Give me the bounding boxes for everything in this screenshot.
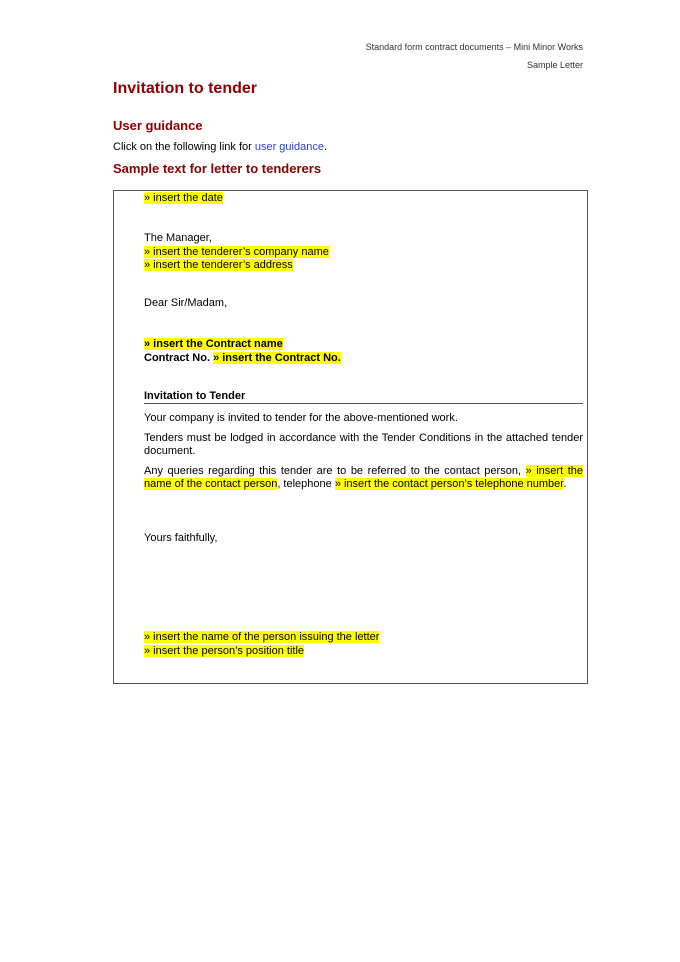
letter-closing: Yours faithfully, (144, 532, 218, 544)
letter-signature (144, 631, 379, 658)
queries-period: . (563, 478, 567, 490)
contract-no-placeholder[interactable]: » insert the Contract No. (213, 351, 341, 364)
body-paragraph: Tenders must be lodged in accordance with the Tender Conditions in the attached tender document. (144, 431, 583, 457)
letter-addressee (144, 232, 329, 273)
contact-person-placeholder[interactable]: » insert the name of the contact person (144, 464, 583, 490)
letter-salutation: Dear Sir/Madam, (144, 297, 228, 309)
user-guidance-intro: Click on the following link for (113, 141, 255, 153)
letter-body (144, 412, 583, 498)
user-guidance-period: . (323, 141, 328, 153)
body-paragraph-queries (144, 465, 583, 492)
date-placeholder[interactable]: » insert the date (144, 192, 223, 204)
user-guidance-heading: User guidance (113, 118, 203, 133)
company-name-placeholder[interactable]: » insert the tenderer’s company name (144, 245, 329, 258)
contact-phone-placeholder[interactable]: » insert the contact person’s telephone number (334, 478, 564, 490)
contract-reference (144, 338, 341, 365)
body-paragraph: Your company is invited to tender for the above-mentioned work. (144, 412, 458, 424)
page-title: Invitation to tender (113, 80, 257, 97)
sample-text-heading: Sample text for letter to tenderers (113, 161, 322, 176)
invitation-section-heading: Invitation to Tender (144, 390, 583, 404)
contract-no-label: Contract No. (144, 351, 214, 364)
addressee-title: The Manager, (144, 232, 212, 244)
user-guidance-link[interactable]: user guidance (254, 141, 324, 153)
telephone-text: , telephone (277, 478, 335, 490)
signer-position-placeholder[interactable]: » insert the person’s position title (144, 644, 304, 657)
letter-date (144, 192, 223, 206)
page-header (366, 38, 583, 74)
header-document-type: Sample Letter (526, 60, 583, 70)
sample-letter-box (113, 190, 588, 684)
contract-name-placeholder[interactable]: » insert the Contract name (144, 338, 283, 350)
company-address-placeholder[interactable]: » insert the tenderer’s address (144, 259, 293, 271)
queries-text: Any queries regarding this tender are to be referred to the contact person, (144, 464, 526, 477)
header-document-series: Standard form contract documents – Mini Minor Works (365, 42, 583, 52)
signer-name-placeholder[interactable]: » insert the name of the person issuing the letter (144, 631, 380, 643)
user-guidance-text (113, 141, 327, 153)
